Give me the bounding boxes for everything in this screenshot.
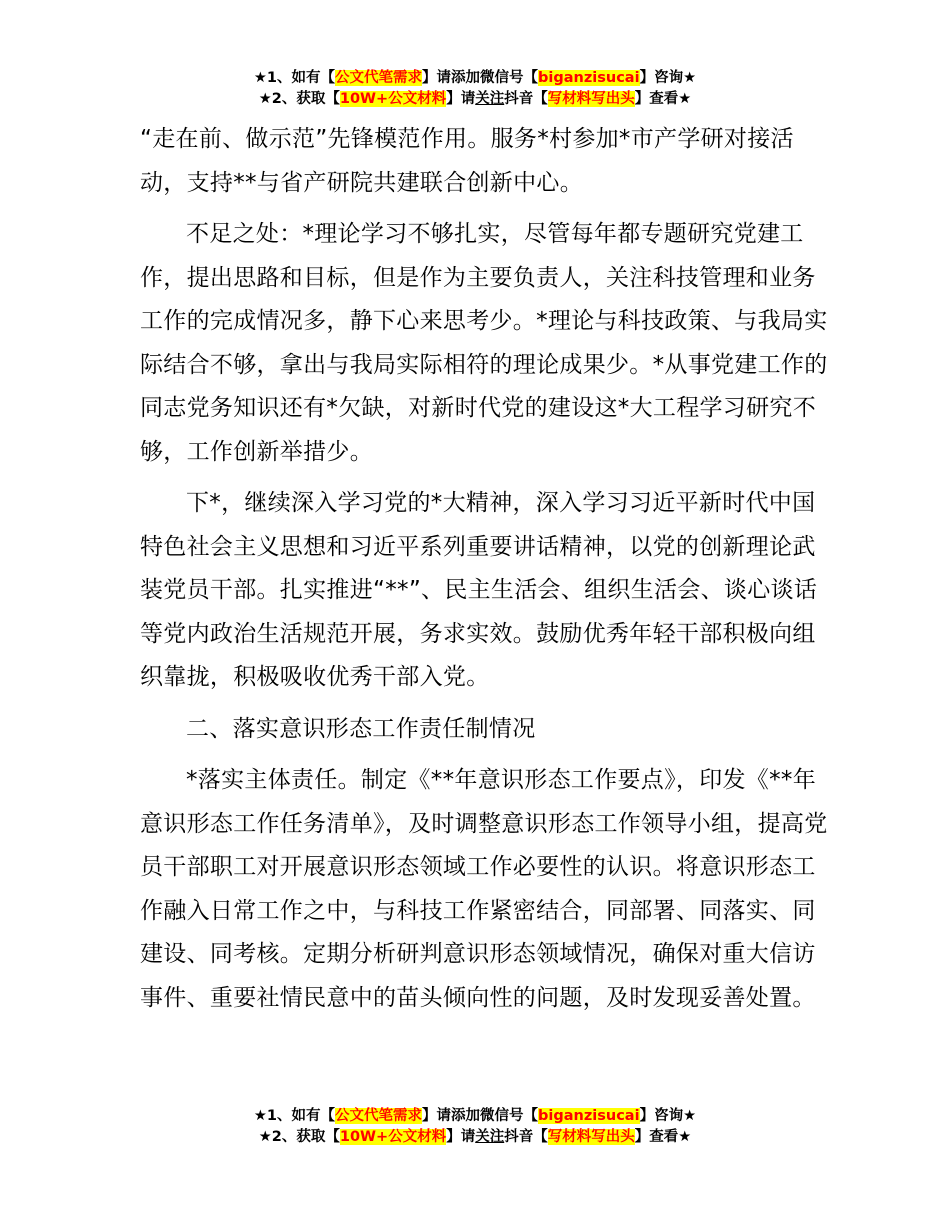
paragraph-shortcomings: 不足之处：*理论学习不够扎实，尽管每年都专题研究党建工作，提出思路和目标，但是作为主要负责人，关注科技管理和业务工作的完成情况多，静下心来思考少。*理论与科技政策、与我局实际结合不够，拿出与我局实际相符的理论成果少。*从事党建工作的同志党务知识还有*欠缺，对新时代党的建设这*大工程学习研究不够，工作创新举措少。 bbox=[140, 221, 828, 465]
banner-text: 】查看★ bbox=[634, 1129, 692, 1145]
banner-text: 抖音【 bbox=[504, 1129, 548, 1145]
banner-text: 】咨询★ bbox=[639, 70, 697, 86]
banner-text: 】咨询★ bbox=[639, 1108, 697, 1124]
banner-line-1 bbox=[0, 68, 950, 89]
banner-text: 】请 bbox=[446, 1129, 476, 1145]
highlight-douyin-account: 写材料写出头 bbox=[547, 1129, 635, 1145]
banner-follow: 关注 bbox=[475, 1129, 505, 1145]
banner-text: ★2、获取【 bbox=[258, 1129, 340, 1145]
banner-text: 】请添加微信号【 bbox=[422, 1108, 539, 1124]
banner-text: 】请 bbox=[446, 91, 476, 107]
banner-text: 】查看★ bbox=[634, 91, 692, 107]
document-body bbox=[140, 118, 830, 1028]
banner-follow: 关注 bbox=[475, 91, 505, 107]
paragraph-ideology: *落实主体责任。制定《**年意识形态工作要点》，印发《**年意识形态工作任务清单》，及时调整意识形态工作领导小组，提高党员干部职工对开展意识形态领域工作必要性的认识。将意识形态工作融入日常工作之中，与科技工作紧密结合，同部署、同落实、同建设、同考核。定期分析研判意识形态领域情况，确保对重大信访事件、重要社情民意中的苗头倾向性的问题，及时发现妥善处置。 bbox=[140, 767, 828, 1011]
banner-text: 】请添加微信号【 bbox=[422, 70, 539, 86]
banner-text: ★1、如有【 bbox=[253, 1108, 336, 1124]
highlight-materials: 10W+公文材料 bbox=[339, 1129, 447, 1145]
highlight-wechat-id: biganzisucai bbox=[538, 1108, 640, 1124]
header-banner bbox=[0, 68, 950, 110]
paragraph-continued: “走在前、做示范”先锋模范作用。服务*村参加*市产学研对接活动，支持**与省产研院共建联合创新中心。 bbox=[140, 126, 794, 196]
banner-line-1 bbox=[0, 1106, 950, 1127]
banner-text: ★1、如有【 bbox=[253, 70, 336, 86]
highlight-materials: 10W+公文材料 bbox=[339, 91, 447, 107]
banner-line-2 bbox=[0, 1127, 950, 1148]
section-heading: 二、落实意识形态工作责任制情况 bbox=[186, 715, 536, 742]
banner-text: 抖音【 bbox=[504, 91, 548, 107]
highlight-ghostwriting: 公文代笔需求 bbox=[335, 1108, 423, 1124]
highlight-ghostwriting: 公文代笔需求 bbox=[335, 70, 423, 86]
footer-banner bbox=[0, 1106, 950, 1148]
banner-text: ★2、获取【 bbox=[258, 91, 340, 107]
highlight-wechat-id: biganzisucai bbox=[538, 70, 640, 86]
highlight-douyin-account: 写材料写出头 bbox=[547, 91, 635, 107]
banner-line-2 bbox=[0, 89, 950, 110]
paragraph-next-steps: 下*，继续深入学习党的*大精神，深入学习习近平新时代中国特色社会主义思想和习近平系列重要讲话精神，以党的创新理论武装党员干部。扎实推进“**”、民主生活会、组织生活会、谈心谈话等党内政治生活规范开展，务求实效。鼓励优秀年轻干部积极向组织靠拢，积极吸收优秀干部入党。 bbox=[140, 490, 818, 690]
